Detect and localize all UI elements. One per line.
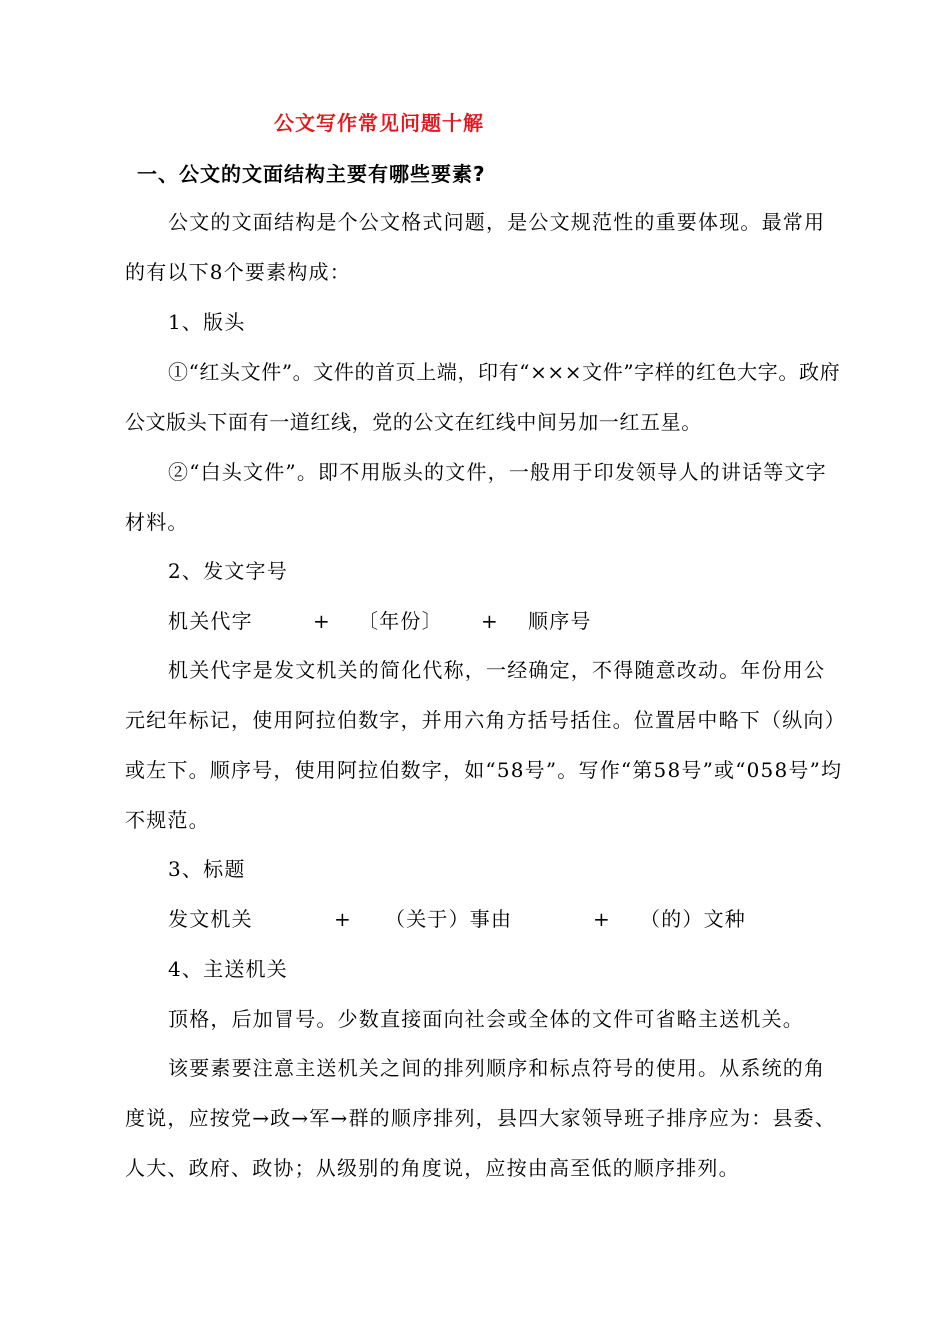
item2-paragraph: 机关代字是发文机关的简化代称，一经确定，不得随意改动。年份用公元纪年标记，使用阿拉伯数字，并用六角方括号括住。位置居中略下（纵向）或左下。顺序号，使用阿拉伯数字，如“58号”。写作“第58号”或“058号”均不规范。 [125, 658, 843, 832]
formula-plus: + [313, 609, 331, 633]
formula-part: 顺序号 [528, 609, 592, 633]
item4-heading: 4、主送机关 [168, 957, 288, 981]
item1-paragraph-white-header: ②“白头文件”。即不用版头的文件，一般用于印发领导人的讲话等文字材料。 [125, 460, 827, 534]
formula-part: 机关代字 [168, 609, 253, 633]
item3-heading: 3、标题 [168, 857, 246, 881]
formula-part: 〔年份〕 [358, 609, 443, 633]
document-title: 公文写作常见问题十解 [274, 111, 484, 135]
section-heading: 一、公文的文面结构主要有哪些要素? [137, 162, 486, 186]
item2-heading: 2、发文字号 [168, 559, 288, 583]
item1-heading: 1、版头 [168, 310, 246, 334]
intro-paragraph: 公文的文面结构是个公文格式问题，是公文规范性的重要体现。最常用的有以下8个要素构成： [125, 210, 826, 284]
item4-paragraph-2: 该要素要注意主送机关之间的排列顺序和标点符号的使用。从系统的角度说，应按党→政→军→群的顺序排列，县四大家领导班子排序应为：县委、人大、政府、政协；从级别的角度说，应按由高至低的顺序排列。 [125, 1056, 837, 1180]
formula-plus: + [334, 907, 352, 931]
formula-part: （的）文种 [640, 907, 746, 931]
formula-part: 发文机关 [168, 907, 253, 931]
formula-plus: + [593, 907, 611, 931]
formula-part: （关于）事由 [385, 907, 513, 931]
item4-paragraph-1: 顶格，后加冒号。少数直接面向社会或全体的文件可省略主送机关。 [168, 1007, 804, 1031]
item1-paragraph-red-header: ①“红头文件”。文件的首页上端，印有“×××文件”字样的红色大字。政府公文版头下面有一道红线，党的公文在红线中间另加一红五星。 [125, 360, 841, 434]
formula-plus: + [481, 609, 499, 633]
